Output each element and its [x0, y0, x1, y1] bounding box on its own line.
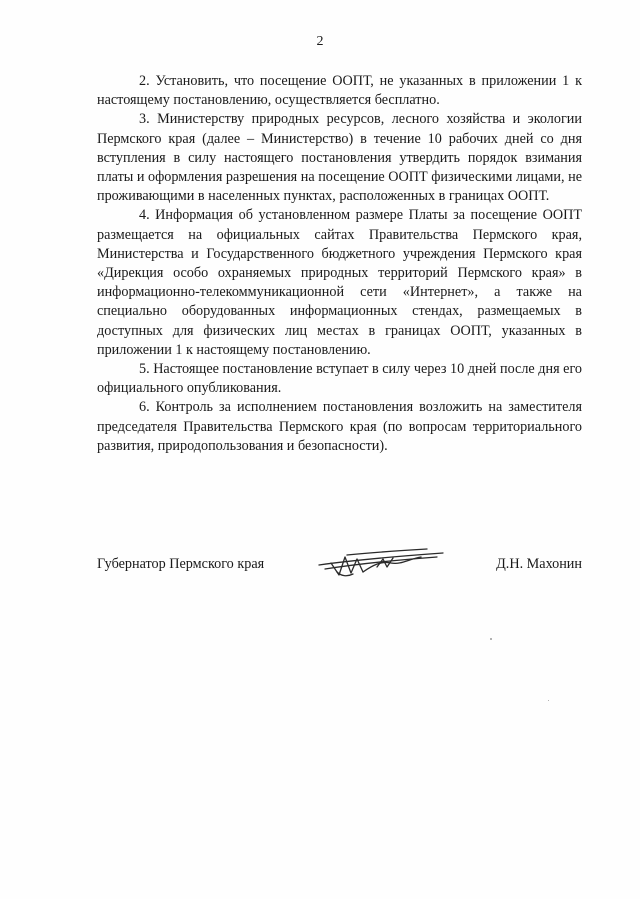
- paragraph-5: 5. Настоящее постановление вступает в силу через 10 дней после дня его официального опубликования.: [97, 361, 583, 397]
- document-body: [97, 72, 582, 456]
- page-number: 2: [316, 34, 324, 49]
- handwritten-signature: [317, 545, 447, 579]
- paragraph-4: 4. Информация об установленном размере Платы за посещение ООПТ размещается на официальных сайтах Правительства Пермского края, Министерства и Государственного бюджетного учреждения Пермского края «Дирекция особо охраняемых природных территорий Пермского края» в информационно-телекоммуникационной сети «Интернет», а также на специально оборудованных информационных стендах, размещаемых в доступных для физических лиц местах в границах ООПТ, указанных в приложении 1 к настоящему постановлению.: [97, 207, 582, 358]
- signatory-position: Губернатор Пермского края: [97, 556, 265, 572]
- signatory-name: Д.Н. Махонин: [496, 556, 582, 572]
- scan-speck: [548, 700, 549, 701]
- scan-speck: [490, 638, 492, 640]
- paragraph-6: 6. Контроль за исполнением постановления возложить на заместителя председателя Правительства Пермского края (по вопросам территориального развития, природопользования и безопасности).: [97, 399, 582, 454]
- signature-block: [97, 545, 582, 585]
- paragraph-2: 2. Установить, что посещение ООПТ, не указанных в приложении 1 к настоящему постановлению, осуществляется бесплатно.: [97, 73, 582, 109]
- paragraph-3: 3. Министерству природных ресурсов, лесного хозяйства и экологии Пермского края (далее – Министерство) в течение 10 рабочих дней со дня вступления в силу настоящего постановления утвердить порядок взимания платы и оформления разрешения на посещение ООПТ физическими лицами, не проживающими в населенных пунктах, расположенных в границах ООПТ.: [97, 111, 582, 205]
